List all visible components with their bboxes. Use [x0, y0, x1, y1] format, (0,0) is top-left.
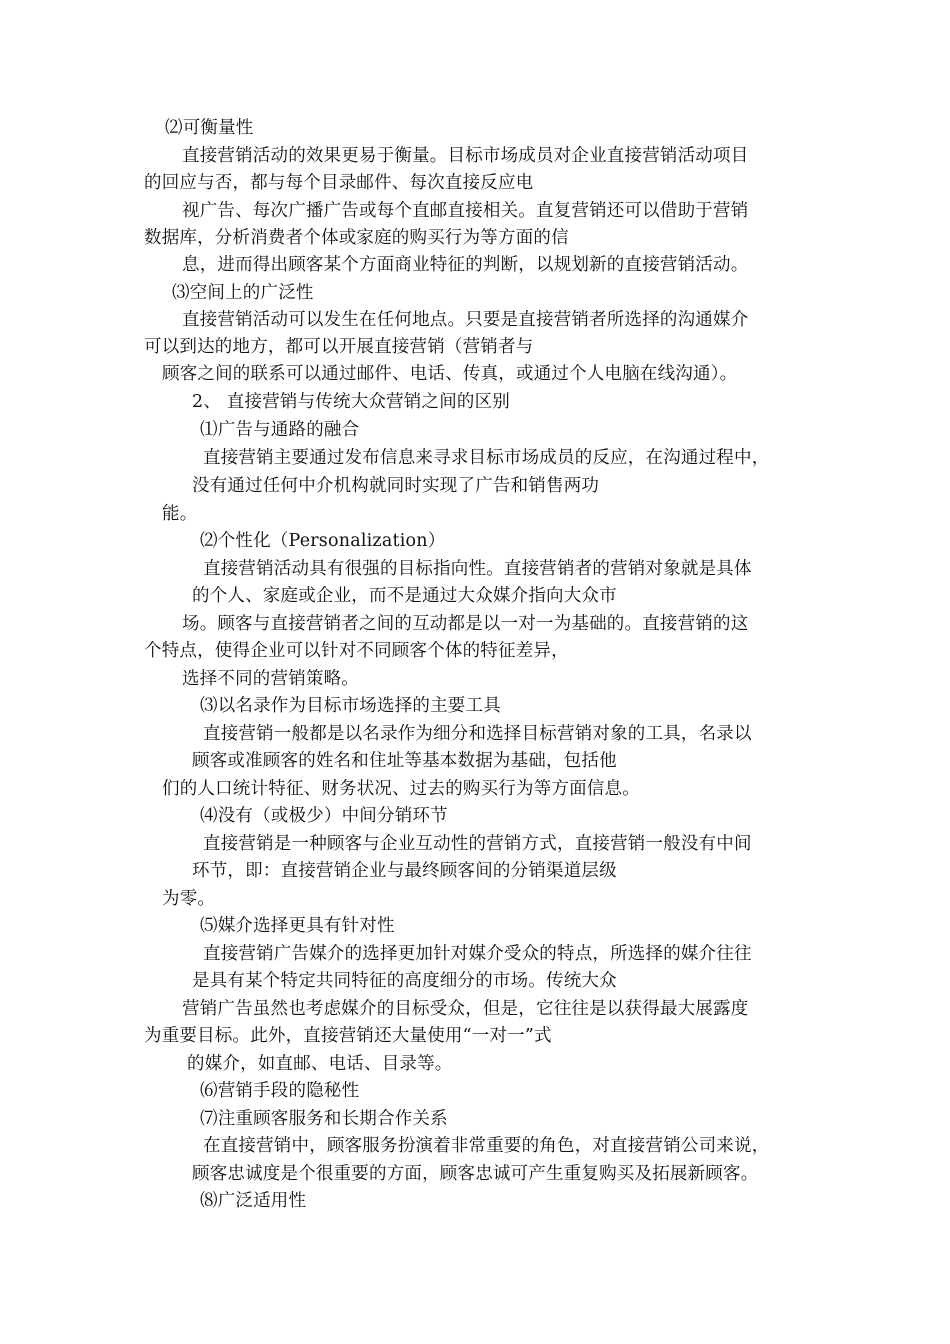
paragraph-line: 顾客或准顾客的姓名和住址等基本数据为基础，包括他 — [192, 751, 617, 771]
heading-directory-tool: ⑶以名录作为目标市场选择的主要工具 — [200, 696, 501, 716]
paragraph-line: 能。 — [162, 504, 198, 524]
paragraph-line: 直接营销活动可以发生在任何地点。只要是直接营销者所选择的沟通媒介 — [182, 310, 749, 330]
paragraph-line: 为零。 — [162, 889, 216, 909]
paragraph-line: 顾客之间的联系可以通过邮件、电话、传真，或通过个人电脑在线沟通）。 — [162, 364, 738, 384]
paragraph-line: 直接营销是一种顾客与企业互动性的营销方式，直接营销一般没有中间 — [203, 834, 752, 854]
heading-spatial-breadth: ⑶空间上的广泛性 — [172, 283, 314, 303]
paragraph-line: 选择不同的营销策略。 — [182, 669, 359, 689]
paragraph-line: 可以到达的地方，都可以开展直接营销（营销者与 — [144, 337, 534, 357]
heading-no-intermediary: ⑷没有（或极少）中间分销环节 — [200, 806, 448, 826]
paragraph-line: 的媒介，如直邮、电话、目录等。 — [187, 1054, 453, 1074]
heading-personalization: ⑵个性化（Personalization） — [200, 531, 446, 551]
paragraph-line: 直接营销主要通过发布信息来寻求目标市场成员的反应，在沟通过程中， — [203, 448, 770, 468]
paragraph-line: 直接营销活动具有很强的目标指向性。直接营销者的营销对象就是具体 — [203, 559, 752, 579]
paragraph-line: 直接营销广告媒介的选择更加针对媒介受众的特点，所选择的媒介往往 — [203, 944, 752, 964]
paragraph-line: 顾客忠诚度是个很重要的方面，顾客忠诚可产生重复购买及拓展新顾客。 — [192, 1164, 759, 1184]
paragraph-line: 没有通过任何中介机构就同时实现了广告和销售两功 — [192, 476, 600, 496]
heading-measurability: ⑵可衡量性 — [165, 118, 254, 138]
paragraph-line: 营销广告虽然也考虑媒介的目标受众，但是，它往往是以获得最大展露度 — [182, 999, 749, 1019]
paragraph-line: 环节，即：直接营销企业与最终顾客间的分销渠道层级 — [192, 861, 617, 881]
paragraph-line: 视广告、每次广播广告或每个直邮直接相关。直复营销还可以借助于营销 — [182, 201, 749, 221]
paragraph-line: 直接营销活动的效果更易于衡量。目标市场成员对企业直接营销活动项目 — [182, 146, 749, 166]
paragraph-line: 场。顾客与直接营销者之间的互动都是以一对一为基础的。直接营销的这 — [182, 614, 749, 634]
heading-customer-service: ⑺注重顾客服务和长期合作关系 — [200, 1109, 448, 1129]
heading-wide-applicability: ⑻广泛适用性 — [200, 1191, 307, 1211]
paragraph-line: 的个人、家庭或企业，而不是通过大众媒介指向大众市 — [192, 586, 617, 606]
paragraph-line: 为重要目标。此外，直接营销还大量使用“一对一”式 — [144, 1026, 552, 1046]
paragraph-line: 息，进而得出顾客某个方面商业特征的判断，以规划新的直接营销活动。 — [182, 255, 749, 275]
heading-covert-means: ⑹营销手段的隐秘性 — [200, 1081, 360, 1101]
paragraph-line: 的回应与否，都与每个目录邮件、每次直接反应电 — [144, 173, 534, 193]
section-heading-differences: 2、 直接营销与传统大众营销之间的区别 — [192, 392, 510, 412]
heading-ad-channel-fusion: ⑴广告与通路的融合 — [200, 420, 360, 440]
paragraph-line: 是具有某个特定共同特征的高度细分的市场。传统大众 — [192, 971, 617, 991]
paragraph-line: 们的人口统计特征、财务状况、过去的购买行为等方面信息。 — [162, 779, 640, 799]
paragraph-line: 数据库，分析消费者个体或家庭的购买行为等方面的信 — [144, 228, 569, 248]
paragraph-line: 在直接营销中，顾客服务扮演着非常重要的角色，对直接营销公司来说， — [203, 1136, 770, 1156]
heading-media-targeting: ⑸媒介选择更具有针对性 — [200, 916, 395, 936]
paragraph-line: 个特点，使得企业可以针对不同顾客个体的特征差异， — [144, 641, 569, 661]
paragraph-line: 直接营销一般都是以名录作为细分和选择目标营销对象的工具，名录以 — [203, 724, 752, 744]
